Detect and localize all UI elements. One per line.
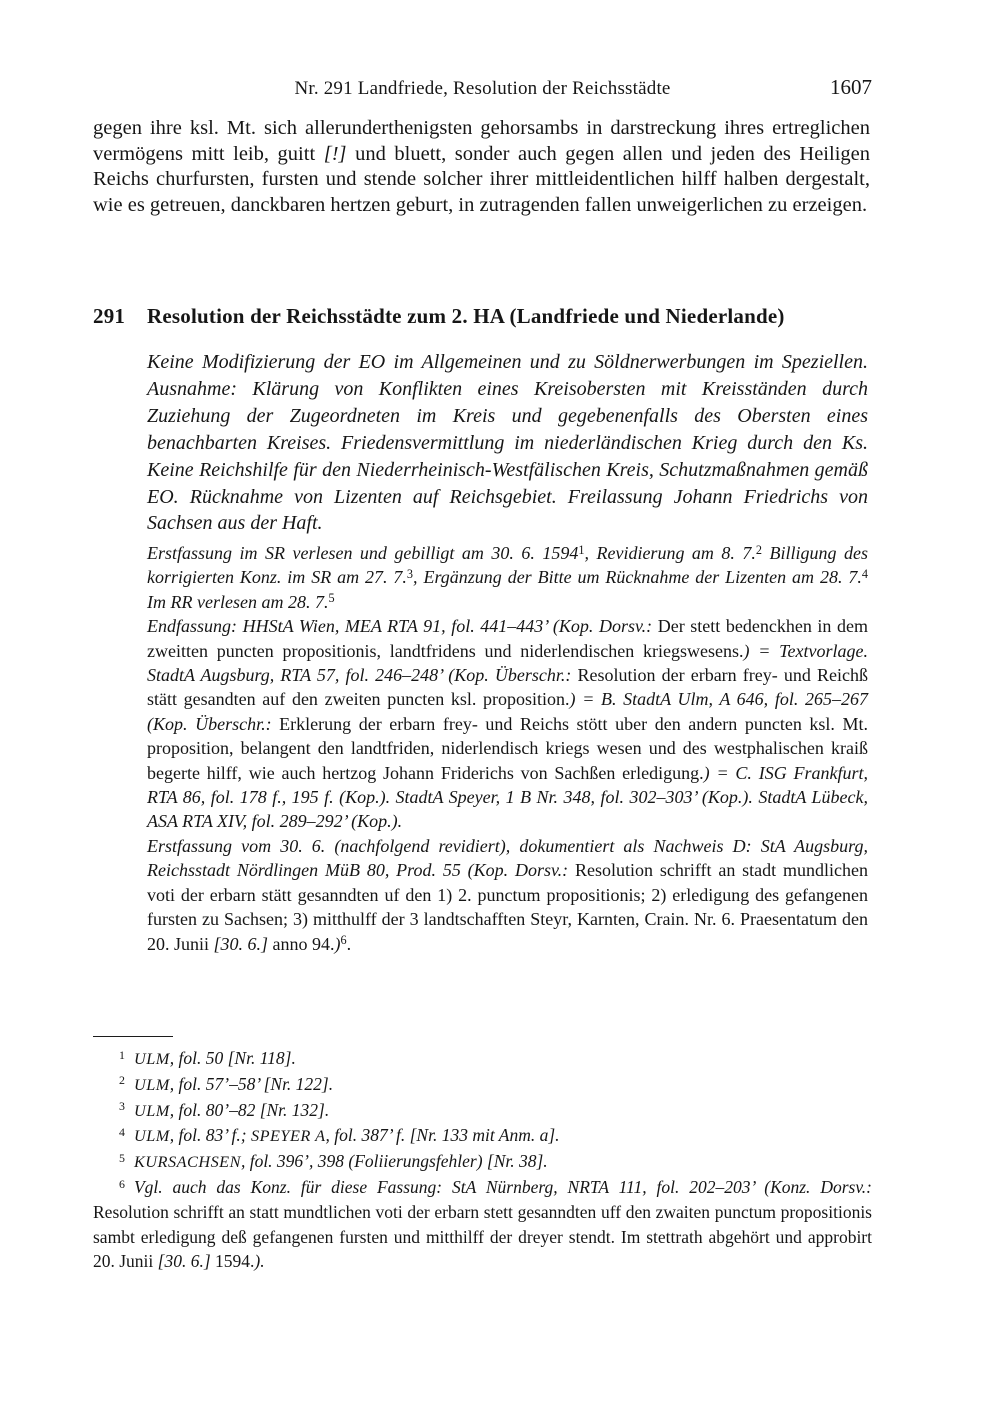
footnotes — [93, 1046, 872, 1274]
footnote-row — [93, 1149, 872, 1175]
running-header-title: Nr. 291 Landfriede, Resolution der Reichsstädte — [294, 78, 671, 99]
entry-title: Resolution der Reichsstädte zum 2. HA (Landfriede und Niederlande) — [147, 304, 785, 328]
footnote-text: ULM, fol. 57’–58’ [Nr. 122]. — [133, 1073, 334, 1094]
footnote-row — [93, 1175, 872, 1274]
footnote-text: ULM, fol. 50 [Nr. 118]. — [133, 1048, 296, 1068]
footnote-row — [93, 1123, 872, 1149]
footnote-row — [93, 1098, 872, 1124]
footnote-text: Vgl. auch das Konz. für diese Fassung: StA Nürnberg, NRTA 111, fol. 202–203’ (Konz. Dorsv.: Resolution schrifft an statt mundtlichen voti der erbarn stett gesanndten uff den zwaiten punctum propositionis sambt erledigung deß gefangenen fursten und mitthilff der dreyer stendt. Im stettrath abgehört und approbirt 20. Junii [30. 6.] 1594.). — [93, 1176, 872, 1272]
apparatus-reading-note: Erstfassung im SR verlesen und gebilligt am 30. 6. 1594$^1$, Revidierung am 8. 7.$^2$ Billigung des korrigierten Konz. im SR am 27. 7.$^3$, Ergänzung der Bitte um Rücknahme der Lizenten am 28. 7.$^4$ Im RR verlesen am 28. 7.$^5$ — [147, 542, 868, 612]
footnote-row — [93, 1072, 872, 1098]
footnote-row — [93, 1046, 872, 1072]
source-apparatus — [147, 541, 868, 956]
footnote-number: 6 — [119, 1176, 125, 1191]
running-header — [93, 75, 872, 100]
page-number: 1607 — [830, 75, 872, 99]
apparatus-erstfassung-note: Erstfassung vom 30. 6. (nachfolgend revidiert), dokumentiert als Nachweis D: StA Augsburg, Reichsstadt Nördlingen MüB 80, Prod. 55 (Kop. Dorsv.: Resolution schrifft an stadt mundlichen voti der erbarn stätt gesanndten uf den 1) 2. punctum propositionis; 2) erledigung des gefangenen fursten zu Sachsen; 3) mitthulff der 3 landtschafften Steyr, Karnten, Crain. Nr. 6. Praesentatum den 20. Junii [30. 6.] anno 94.)$^6$. — [147, 835, 868, 954]
footnote-divider — [93, 1036, 173, 1037]
entry-number: 291 — [93, 304, 126, 328]
footnote-text: ULM, fol. 80’–82 [Nr. 132]. — [133, 1099, 330, 1120]
apparatus-endfassung-note: Endfassung: HHStA Wien, MEA RTA 91, fol. 441–443’ (Kop. Dorsv.: Der stett bedenckhen in dem zweitten puncten propositionis, landtfridens und niderlendischen kriegswesens.) = Textvorlage. StadtA Augsburg, RTA 57, fol. 246–248’ (Kop. Überschr.: Resolution der erbarn frey- und Reichß stätt gesandten auf den zweiten puncten ksl. proposition.) = B. StadtA Ulm, A 646, fol. 265–267 (Kop. Überschr.: Erklerung der erbarn frey- und Reichs stött uber den andern puncten ksl. Mt. proposition, belangent den landtfriden, niderlendisch kriegs wesen und des westphalischen kraiß begerte hilff, wie auch hertzog Johann Friderichs von Sachßen erledigung.) = C. ISG Frankfurt, RTA 86, fol. 178 f., 195 f. (Kop.). StadtA Speyer, 1 B Nr. 348, fol. 302–303’ (Kop.). StadtA Lübeck, ASA RTA XIV, fol. 289–292’ (Kop.). — [147, 616, 869, 832]
continuation-paragraph: gegen ihre ksl. Mt. sich allerunderthenigsten gehorsambs in darstreckung ihres ertreglichen vermögens mitt leib, guitt [!] und bluett, sonder auch gegen allen und jeden des Heiligen Reichs churfursten, fursten und stende solcher ihrer mittleidentlichen hilff halben dergestalt, wie es getreuen, danckbaren hertzen geburt, in zutragenden fallen unweigerlichen zu erzeigen. — [93, 117, 870, 216]
entry-summary: Keine Modifizierung der EO im Allgemeinen und zu Söldnerwerbungen im Speziellen. Ausnahme: Klärung von Konflikten eines Kreisobersten mit Kreisständen durch Zuziehung der Zugeordneten im Kreis und gegebenenfalls des Obersten eines benachbarten Kreises. Friedensvermittlung im niederländischen Krieg durch den Ks. Keine Reichshilfe für den Niederrheinisch-Westfälischen Kreis, Schutzmaßnahmen gemäß EO. Rücknahme von Lizenten auf Reichsgebiet. Freilassung Johann Friedrichs von Sachsen aus der Haft. — [147, 351, 868, 535]
footnote-number: 1 — [119, 1047, 125, 1062]
footnote-number: 2 — [119, 1073, 125, 1088]
footnote-text: KURSACHSEN, fol. 396’, 398 (Foliierungsfehler) [Nr. 38]. — [133, 1151, 548, 1172]
footnote-number: 4 — [119, 1125, 125, 1140]
entry-heading — [93, 304, 872, 329]
footnote-number: 3 — [119, 1099, 125, 1114]
footnote-number: 5 — [119, 1150, 125, 1165]
footnote-text: ULM, fol. 83’ f.; SPEYER A, fol. 387’ f. [Nr. 133 mit Anm. a]. — [133, 1125, 560, 1146]
